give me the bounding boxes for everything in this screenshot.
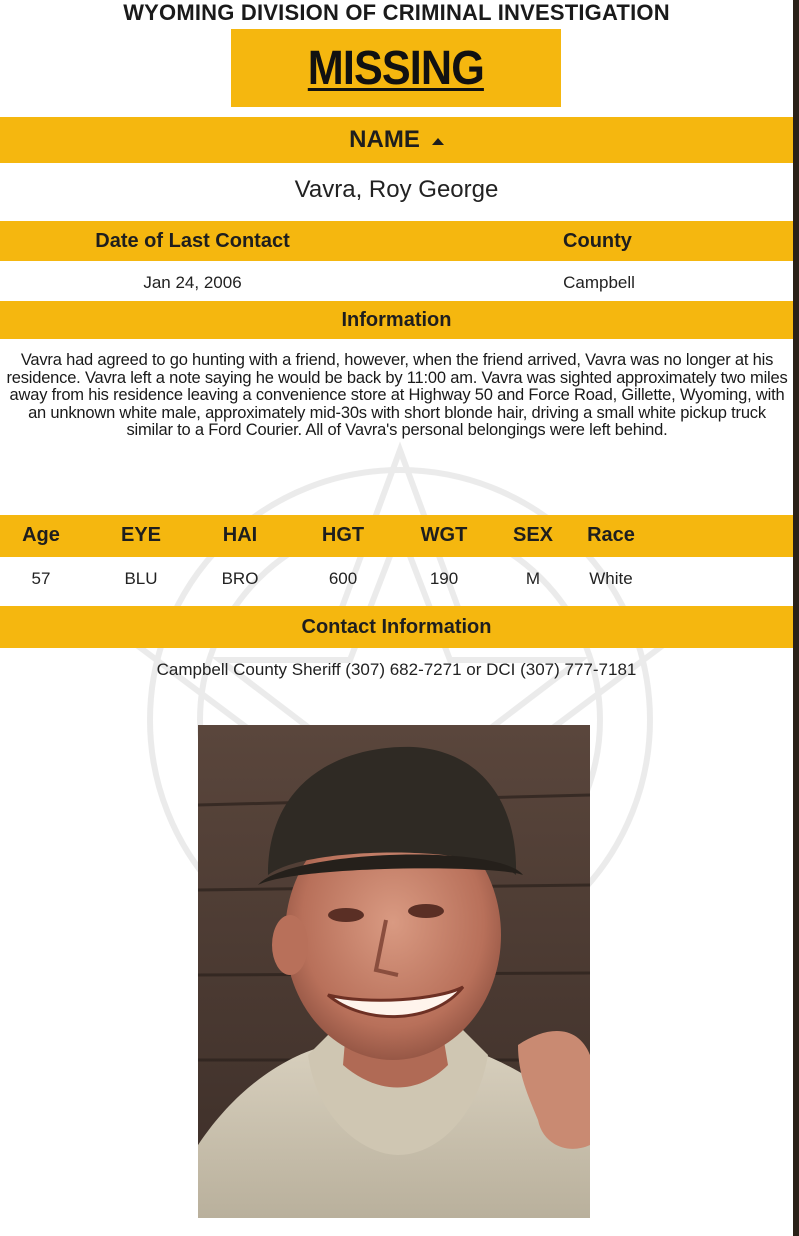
contact-date-county-header — [0, 221, 793, 261]
stat-value-eye: BLU — [124, 569, 158, 588]
information-header-bar — [0, 301, 793, 339]
stat-value-age: 57 — [31, 569, 51, 588]
contact-date-county-values — [0, 264, 793, 302]
county-value: Campbell — [563, 273, 635, 292]
stat-value-race: White — [589, 569, 633, 588]
stats-header-bar — [0, 515, 793, 557]
stat-value-sex: M — [525, 569, 541, 588]
stat-header-hair: HAI — [222, 524, 258, 546]
missing-label: MISSING — [307, 41, 485, 95]
contact-information-label: Contact Information — [301, 615, 492, 638]
missing-person-name: Vavra, Roy George — [294, 176, 499, 203]
stat-header-race: Race — [587, 524, 635, 546]
county-label: County — [563, 230, 632, 252]
stat-header-age: Age — [22, 524, 60, 546]
stats-values-row — [0, 560, 793, 598]
name-header-bar[interactable] — [0, 117, 793, 163]
missing-banner — [231, 29, 561, 107]
information-text: Vavra had agreed to go hunting with a friend, however, when the friend arrived, Vavra was no longer at his residence. Vavra left a note saying he would be back by 11:00 am. Vavra was sighted approximately two miles away from his residence leaving a convenience store at Highway 50 and Force Road, Gillette, Wyoming, with an unknown white male, approximately mid-30s with short blonde hair, driving a small white pickup truck similar to a Ford Courier. All of Vavra's personal belongings were left behind. — [6, 351, 788, 440]
person-photo-illustration — [198, 725, 590, 1218]
contact-information-header-bar — [0, 606, 793, 648]
sort-up-icon[interactable] — [432, 138, 444, 145]
contact-information-text: Campbell County Sheriff (307) 682-7271 or DCI (307) 777-7181 — [156, 660, 637, 679]
screen-edge — [793, 0, 799, 1236]
stat-header-sex: SEX — [512, 524, 554, 546]
date-of-last-contact-value: Jan 24, 2006 — [143, 273, 242, 292]
information-label: Information — [341, 308, 452, 331]
agency-title: WYOMING DIVISION OF CRIMINAL INVESTIGATION — [123, 0, 670, 25]
stat-header-eye: EYE — [120, 524, 162, 546]
missing-person-photo — [198, 725, 590, 1218]
date-of-last-contact-label: Date of Last Contact — [95, 230, 290, 252]
name-header-label: NAME — [349, 126, 420, 153]
stat-value-height: 600 — [328, 569, 358, 588]
stat-header-height: HGT — [321, 524, 365, 546]
stat-value-hair: BRO — [221, 569, 259, 588]
stat-value-weight: 190 — [429, 569, 459, 588]
stat-header-weight: WGT — [420, 524, 468, 546]
